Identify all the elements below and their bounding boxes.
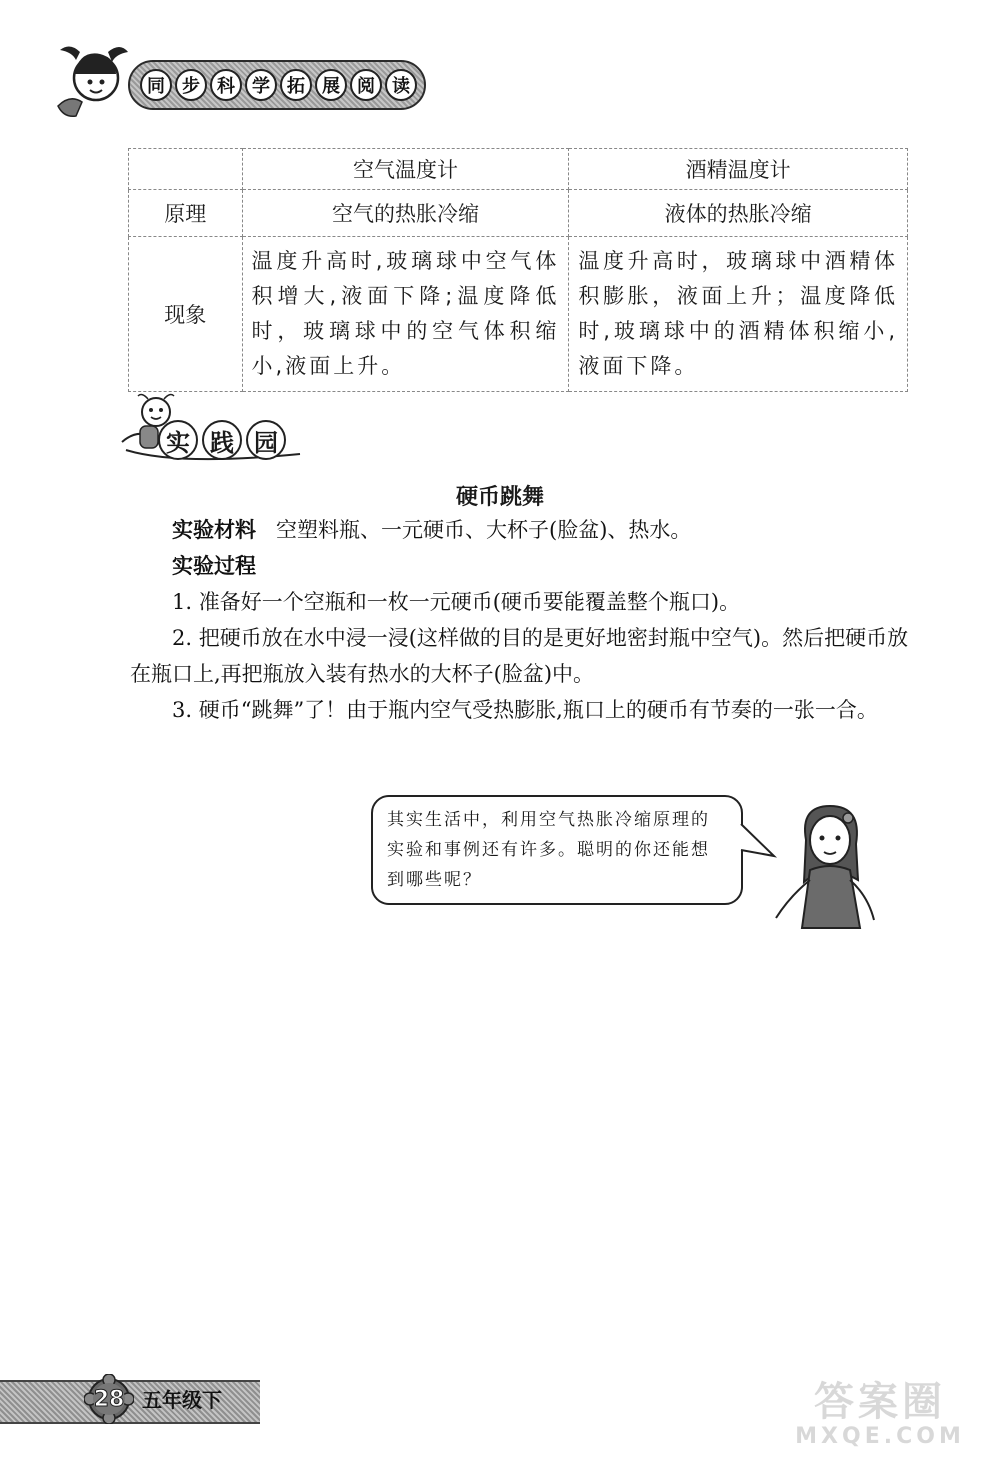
title-char: 阅: [350, 69, 382, 101]
materials-text: 空塑料瓶、一元硬币、大杯子(脸盆)、热水。: [276, 518, 692, 542]
materials-paragraph: [130, 512, 922, 548]
principle-air-cell: 空气的热胀冷缩: [242, 190, 569, 237]
row-label-principle: 原理: [129, 190, 243, 237]
table-corner-cell: [129, 149, 243, 190]
table-row: [129, 190, 908, 237]
watermark-sub: MXQE.COM: [795, 1424, 965, 1449]
banner-char: 园: [246, 420, 286, 460]
process-label: 实验过程: [172, 554, 256, 578]
process-paragraph: [130, 548, 922, 584]
step-item: 1. 准备好一个空瓶和一枚一元硬币(硬币要能覆盖整个瓶口)。: [172, 590, 741, 614]
speech-bubble: [371, 795, 743, 905]
phenomenon-alcohol-text: 温度升高时，玻璃球中酒精体积膨胀，液面上升；温度降低时,玻璃球中的酒精体积缩小,液面下降。: [578, 249, 898, 378]
thermometer-comparison-table: [128, 148, 908, 392]
title-char: 学: [245, 69, 277, 101]
book-header: [50, 40, 430, 120]
experiment-materials: [130, 512, 922, 728]
title-char: 读: [385, 69, 417, 101]
practice-section-banner: [118, 392, 318, 468]
title-char: 科: [210, 69, 242, 101]
banner-char: 践: [202, 420, 242, 460]
phenomenon-air-cell: [242, 237, 569, 392]
site-watermark: [780, 1380, 980, 1460]
table-header-row: [129, 149, 908, 190]
watermark-main: 答案圈: [814, 1379, 946, 1425]
step-item: 3. 硬币“跳舞”了！由于瓶内空气受热膨胀,瓶口上的硬币有节奏的一张一合。: [172, 698, 878, 722]
title-char: 同: [140, 69, 172, 101]
book-title: [128, 60, 426, 110]
practice-banner-title: [158, 420, 290, 460]
bubble-text: 其实生活中，利用空气热胀冷缩原理的实验和事例还有许多。聪明的你还能想到哪些呢？: [387, 810, 710, 890]
step-item: 2. 把硬币放在水中浸一浸(这样做的目的是更好地密封瓶中空气)。然后把硬币放在瓶口上,再把瓶放入装有热水的大杯子(脸盆)中。: [130, 626, 909, 686]
principle-alcohol-cell: 液体的热胀冷缩: [569, 190, 908, 237]
experiment-title: 硬币跳舞: [455, 485, 544, 510]
cartoon-girl-icon: [770, 800, 890, 930]
phenomenon-alcohol-cell: [569, 237, 908, 392]
title-char: 展: [315, 69, 347, 101]
cartoon-kid-icon: [50, 40, 130, 120]
table-row: [129, 237, 908, 392]
header-air-thermometer: 空气温度计: [242, 149, 569, 190]
grade-label: 五年级下: [142, 1388, 222, 1412]
row-label-phenomenon: 现象: [129, 237, 243, 392]
banner-char: 实: [158, 420, 198, 460]
title-char: 拓: [280, 69, 312, 101]
title-char: 步: [175, 69, 207, 101]
header-alcohol-thermometer: 酒精温度计: [569, 149, 908, 190]
phenomenon-air-text: 温度升高时,玻璃球中空气体积增大,液面下降;温度降低时，玻璃球中的空气体积缩小,液面上升。: [251, 249, 560, 378]
materials-label: 实验材料: [172, 518, 256, 542]
page-number: 28: [93, 1386, 125, 1412]
